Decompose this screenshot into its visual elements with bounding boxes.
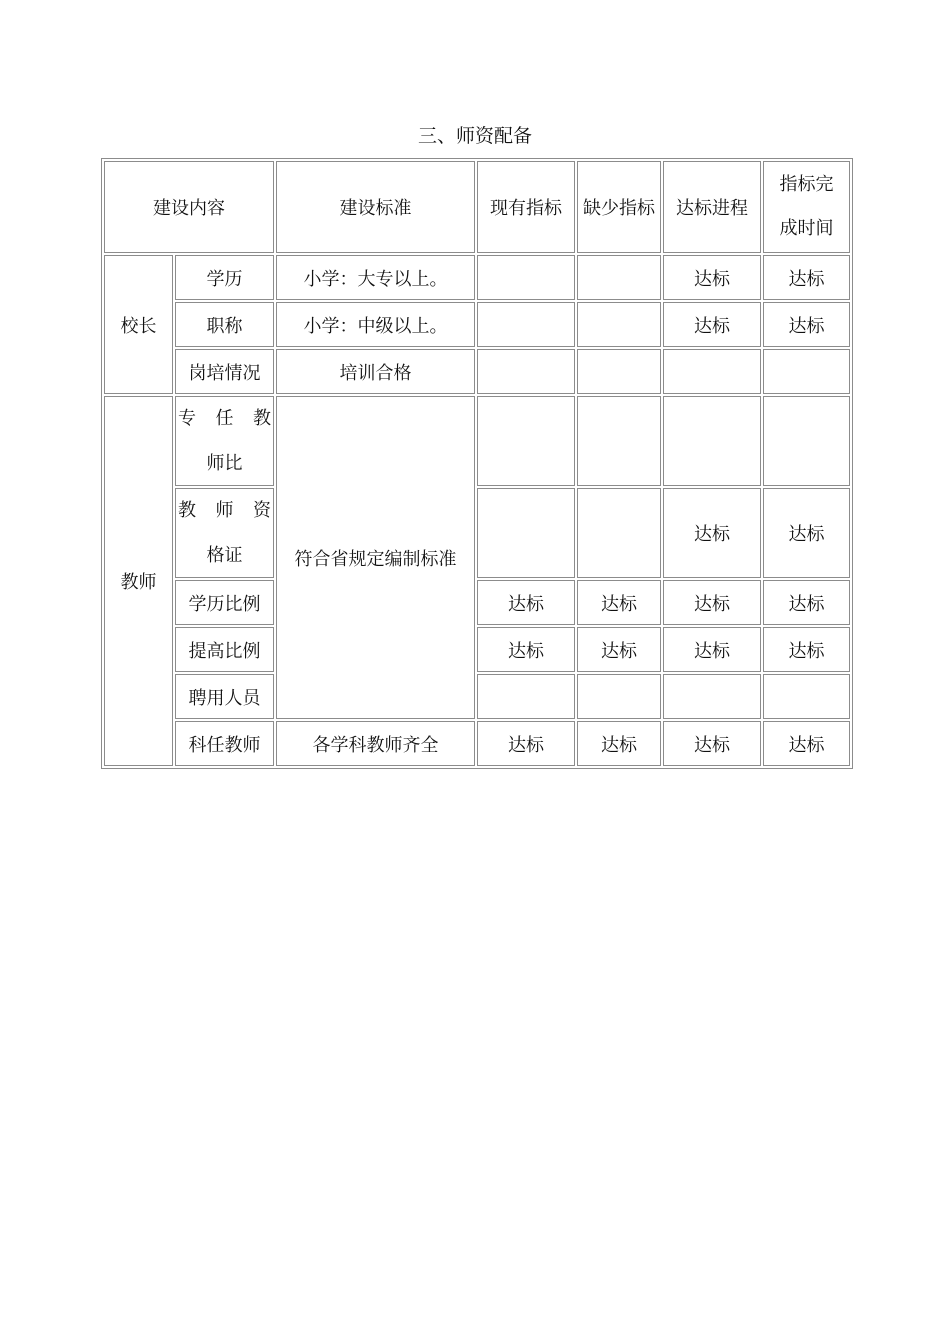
lacking-cell: 达标 [577, 627, 661, 672]
item-line2: 师比 [206, 452, 243, 474]
lacking-cell [577, 674, 661, 719]
header-content: 建设内容 [104, 161, 274, 253]
progress-cell: 达标 [663, 302, 761, 347]
progress-cell: 达标 [663, 580, 761, 625]
progress-cell [663, 396, 761, 486]
header-completion [763, 161, 850, 253]
table-row [104, 674, 850, 719]
table-row [104, 349, 850, 394]
completion-cell: 达标 [763, 721, 850, 766]
standard-cell: 各学科教师齐全 [276, 721, 475, 766]
completion-cell: 达标 [763, 488, 850, 578]
shared-standard-cell: 符合省规定编制标准 [276, 396, 475, 719]
completion-cell [763, 396, 850, 486]
progress-cell: 达标 [663, 627, 761, 672]
group-teacher: 教师 [104, 396, 173, 766]
table-row [104, 627, 850, 672]
table-row [104, 580, 850, 625]
staffing-table [101, 158, 853, 769]
lacking-cell [577, 302, 661, 347]
progress-cell: 达标 [663, 488, 761, 578]
current-cell [477, 488, 575, 578]
item-cell: 职称 [175, 302, 274, 347]
progress-cell [663, 674, 761, 719]
header-completion-line1: 指标完 [779, 174, 834, 195]
item-line1: 教 师 资 [178, 499, 271, 521]
progress-cell: 达标 [663, 721, 761, 766]
lacking-cell [577, 349, 661, 394]
item-cell: 聘用人员 [175, 674, 274, 719]
current-cell: 达标 [477, 721, 575, 766]
current-cell: 达标 [477, 627, 575, 672]
completion-cell: 达标 [763, 255, 850, 300]
section-title: 三、师资配备 [417, 125, 532, 147]
completion-cell: 达标 [763, 580, 850, 625]
group-principal: 校长 [104, 255, 173, 394]
lacking-cell [577, 396, 661, 486]
current-cell [477, 349, 575, 394]
completion-cell [763, 674, 850, 719]
item-cell: 学历比例 [175, 580, 274, 625]
item-cell: 岗培情况 [175, 349, 274, 394]
completion-cell [763, 349, 850, 394]
item-line2: 格证 [206, 544, 243, 566]
lacking-cell: 达标 [577, 580, 661, 625]
lacking-cell [577, 255, 661, 300]
header-progress: 达标进程 [663, 161, 761, 253]
table-row [104, 302, 850, 347]
table-row [104, 721, 850, 766]
lacking-cell [577, 488, 661, 578]
item-cell: 提高比例 [175, 627, 274, 672]
progress-cell [663, 349, 761, 394]
header-current: 现有指标 [477, 161, 575, 253]
current-cell [477, 674, 575, 719]
current-cell [477, 255, 575, 300]
item-cell [175, 488, 274, 578]
progress-cell: 达标 [663, 255, 761, 300]
completion-cell: 达标 [763, 302, 850, 347]
standard-cell: 培训合格 [276, 349, 475, 394]
standard-cell: 小学：中级以上。 [276, 302, 475, 347]
table-row [104, 488, 850, 578]
header-completion-line2: 成时间 [779, 218, 834, 239]
header-row [104, 161, 850, 253]
standard-cell: 小学：大专以上。 [276, 255, 475, 300]
item-cell [175, 396, 274, 486]
item-line1: 专 任 教 [178, 407, 271, 429]
item-cell: 科任教师 [175, 721, 274, 766]
current-cell: 达标 [477, 580, 575, 625]
header-standard: 建设标准 [276, 161, 475, 253]
item-cell: 学历 [175, 255, 274, 300]
header-lacking: 缺少指标 [577, 161, 661, 253]
current-cell [477, 396, 575, 486]
completion-cell: 达标 [763, 627, 850, 672]
lacking-cell: 达标 [577, 721, 661, 766]
current-cell [477, 302, 575, 347]
table-row [104, 255, 850, 300]
table-row [104, 396, 850, 486]
